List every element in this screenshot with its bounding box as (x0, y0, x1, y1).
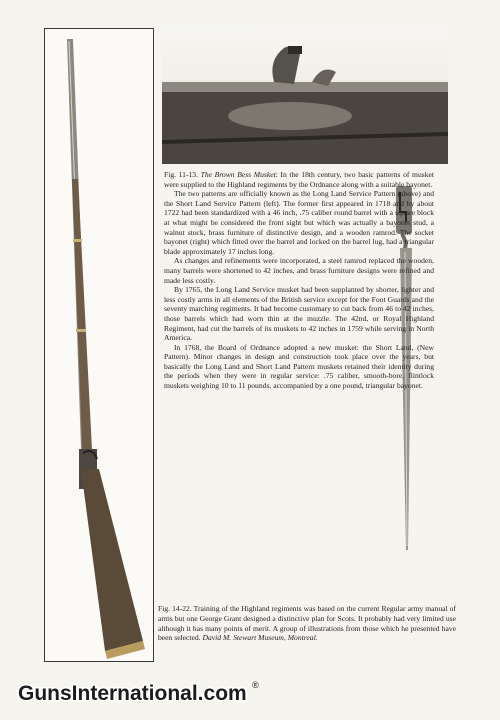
musket-lock-detail-photo (162, 24, 448, 164)
musket-full-length-photo (44, 28, 154, 662)
musket-butt-stock (81, 469, 143, 651)
lock-detail-drawing (162, 24, 448, 164)
watermark-text: GunsInternational.com (18, 682, 247, 705)
caption-paragraph: In 1768, the Board of Ordnance adopted a new musket: the Short Land, (New Pattern). Minor changes in design and construction took place over the years, but basically the Long Land and Short Land Pattern muskets retained their identity during the periods when they were in regular service: .75 caliber, smooth-bore, flintlock muskets weighing 10 to 11 pounds, accompanied by a one pound, triangular bayonet. (164, 342, 434, 391)
caption-paragraph: As changes and refinements were incorporated, a steel ramrod replaced the wooden, many barrels were shortened to 42 inches, and brass furniture designs were refined and made less costly. (164, 256, 434, 285)
barrel-top (162, 82, 448, 92)
caption-paragraph: By 1765, the Long Land Service musket had been supplanted by shorter, lighter and less costly arms in all elements of the British service except for the Foot Guards and the seventy marching regiments. It had become customary to cut back from 46 to 42 inches, those barrels which had worn thin at the muzzle. The 42nd, or Royal Highland Regiment, had cut the barrels of its muskets to 42 inches in 1759 while serving in North America. (164, 285, 434, 343)
bottom-caption-credit: David M. Stewart Museum, Montreal. (202, 633, 318, 643)
barrel-band (73, 239, 82, 242)
watermark-logo (14, 674, 264, 708)
caption-intro: : In the 18th century, two basic patterns of musket were supplied to the Highland regiments by the Ordnance along with a suitable bayonet. (164, 170, 434, 189)
figure-label: Fig. 11-13. (164, 170, 198, 179)
figure-title: The Brown Bess Musket (200, 170, 276, 179)
flint-jaws (288, 46, 302, 54)
musket-drawing (45, 29, 153, 661)
lock-plate (228, 102, 352, 130)
figure-caption-main (164, 170, 434, 391)
gunsinternational-watermark (14, 674, 264, 708)
caption-paragraph: The two patterns are officially known as the Long Land Service Pattern (above) and the Short Land Service Pattern (left). The former first appeared in 1718 and by about 1722 had been standardized with a 46 inch, .75 caliber round barrel with a square block at what might be considered the front sight but which was actually a bayonet stud, a walnut stock, brass furniture of distinctive design, and a wooden ramrod. The socket bayonet (right) which fitted over the barrel and locked on the barrel lug, had a triangular blade approximately 17 inches long. (164, 189, 434, 256)
caption-intro-paragraph (164, 170, 434, 189)
figure-caption-bottom (158, 604, 456, 643)
musket-forestock (72, 179, 93, 469)
barrel-band (76, 329, 86, 332)
bottom-caption-text: Fig. 14-22. Training of the Highland regiments was based on the current Regular army manual of arms but one George Grant designed a distinctive plan for Scots. It probably had very limited use although it has many points of merit. A group of illustrations from those which he presented have been selected. (158, 604, 456, 643)
trademark-symbol: ® (252, 680, 259, 690)
